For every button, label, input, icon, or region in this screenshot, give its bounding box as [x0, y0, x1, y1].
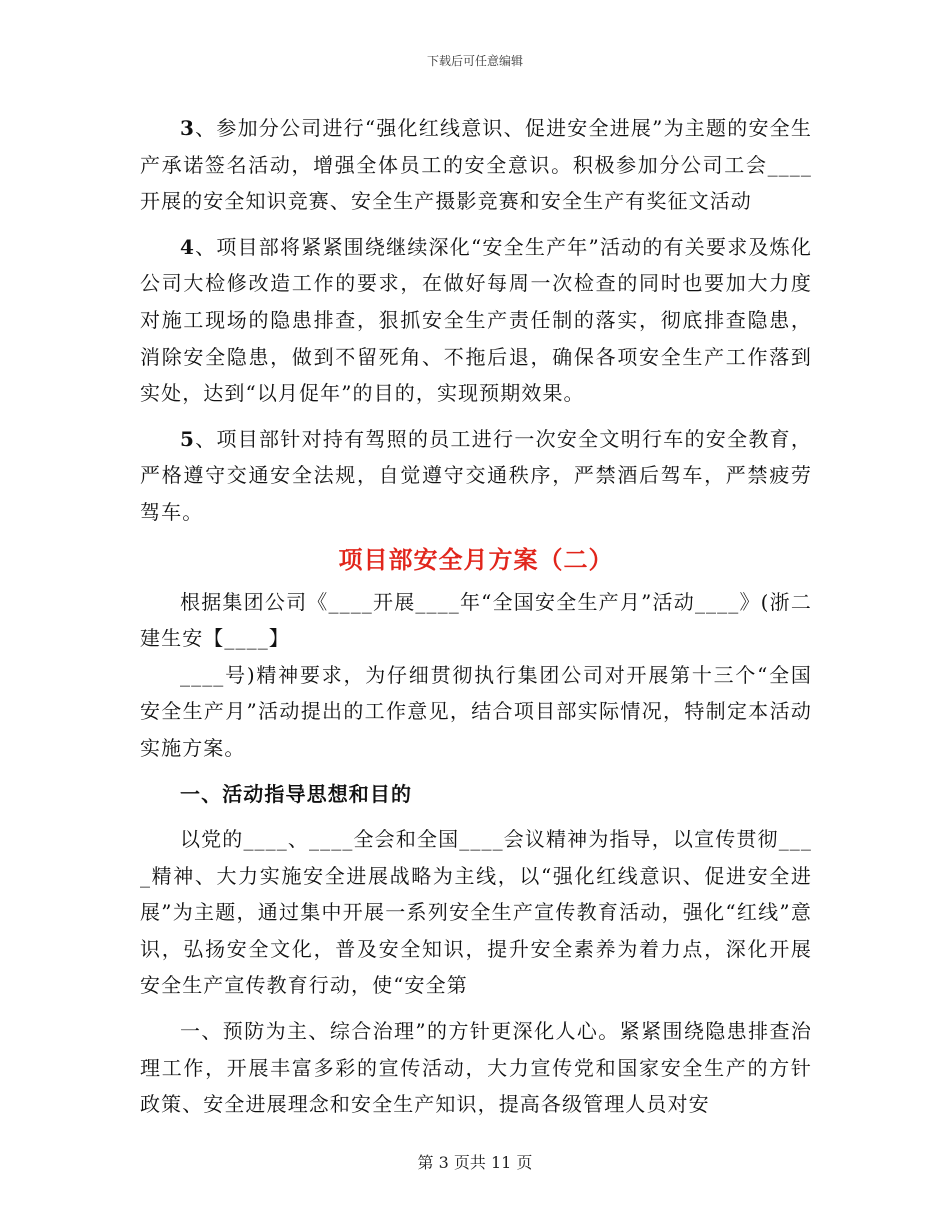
page-footer: 第 3 页共 11 页 — [417, 1153, 533, 1172]
document-body — [140, 110, 812, 1132]
list-item-3 — [140, 110, 812, 220]
intro-paragraph-line2: ____号)精神要求，为仔细贯彻执行集团公司对开展第十三个“全国安全生产月”活动提出的工作意见，结合项目部实际情况，特制定本活动实施方案。 — [140, 662, 812, 760]
list-item-5 — [140, 421, 812, 531]
section-title: 项目部安全月方案（二） — [338, 544, 614, 574]
list-item-number: 4 — [180, 234, 196, 259]
body-paragraph: 一、预防为主、综合治理”的方针更深化人心。紧紧围绕隐患排查治理工作，开展丰富多彩的宣传活动，大力宣传党和国家安全生产的方针政策、安全进展理念和安全生产知识，提高各级管理人员对安 — [140, 1019, 812, 1117]
list-item-number: 3 — [180, 116, 196, 140]
list-item-text: 、项目部将紧紧围绕继续深化“安全生产年”活动的有关要求及炼化公司大检修改造工作的要求，在做好每周一次检查的同时也要加大力度对施工现场的隐患排查，狠抓安全生产责任制的落实，彻底排查隐患，消除安全隐患，做到不留死角、不拖后退，确保各项安全生产工作落到实处，达到“以月促年”的目的，实现预期效果。 — [140, 234, 812, 406]
list-item-4 — [140, 229, 812, 412]
list-item-text: 、项目部针对持有驾照的员工进行一次安全文明行车的安全教育，严格遵守交通安全法规，自觉遵守交通秩序，严禁酒后驾车，严禁疲劳驾车。 — [140, 426, 812, 524]
intro-paragraph-line1: 根据集团公司《____开展____年“全国安全生产月”活动____》(浙二建生安【____】 — [140, 589, 812, 651]
page-header: 下载后可任意编辑 — [426, 54, 523, 68]
list-item-text: 、参加分公司进行“强化红线意识、促进安全进展”为主题的安全生产承诺签名活动，增强全体员工的安全意识。积极参加分公司工会____开展的安全知识竞赛、安全生产摄影竞赛和安全生产有奖征文活动 — [140, 116, 812, 214]
list-item-number: 5 — [180, 426, 196, 451]
body-paragraph: 以党的____、____全会和全国____会议精神为指导，以宣传贯彻____精神、大力实施安全进展战略为主线，以“强化红线意识、促进安全进展”为主题，通过集中开展一系列安全生产宣传教育活动，强化“红线”意识，弘扬安全文化，普及安全知识，提升安全素养为着力点，深化开展安全生产宣传教育行动，使“安全第 — [140, 827, 812, 998]
subheading: 一、活动指导思想和目的 — [180, 781, 413, 806]
